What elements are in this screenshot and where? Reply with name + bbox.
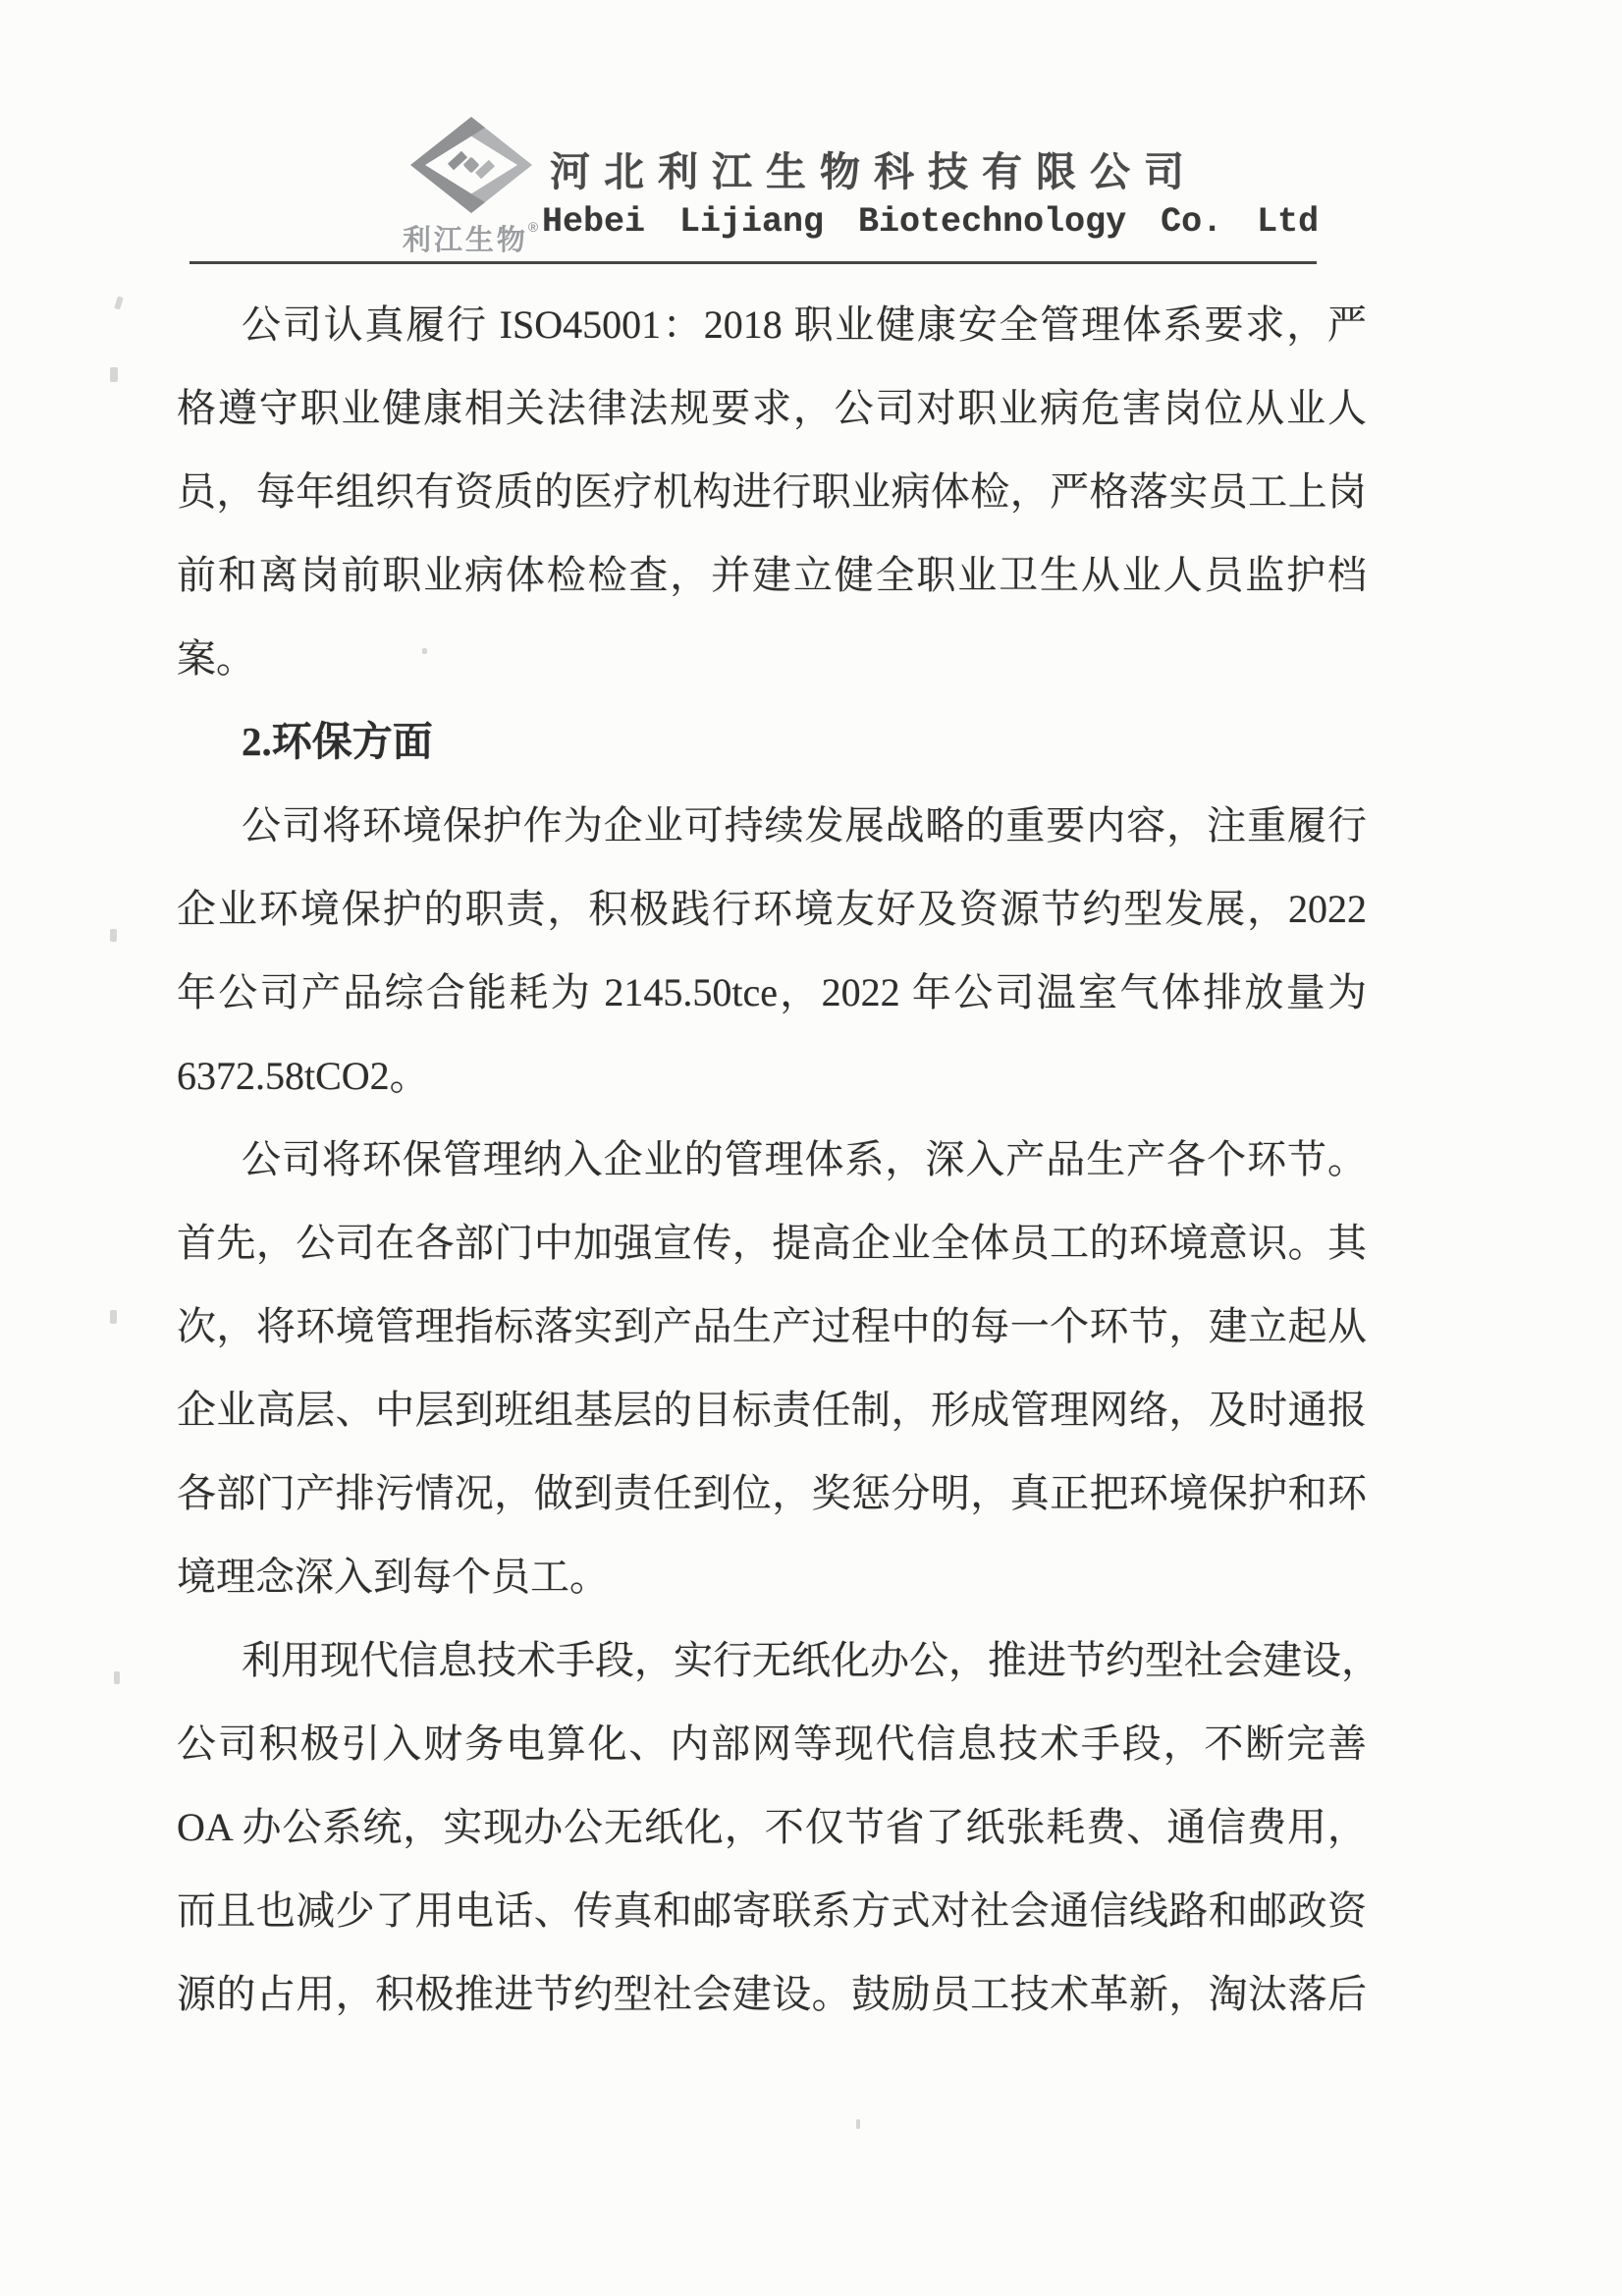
company-logo-icon [407,114,535,216]
company-name-zh: 河北利江生物科技有限公司 [550,149,1198,194]
paragraph-line: OA 办公系统，实现办公无纸化，不仅节省了纸张耗费、通信费用， [177,1805,1367,1849]
interlocked-diamond-logo-icon [407,114,535,216]
scan-artifact [856,2119,860,2129]
paragraph-line: 而且也减少了用电话、传真和邮寄联系方式对社会通信线路和邮政资 [177,1888,1367,1933]
paragraph-line: 年公司产品综合能耗为 2145.50tce，2022 年公司温室气体排放量为 [177,970,1367,1014]
paragraph-line: 前和离岗前职业病体检检查，并建立健全职业卫生从业人员监护档 [177,553,1367,597]
document-body [177,283,1380,2036]
scan-artifact [114,1671,120,1684]
paragraph-line: 公司将环境保护作为企业可持续发展战略的重要内容，注重履行 [242,803,1367,847]
company-name-en: Hebei Lijiang Biotechnology Co. Ltd [542,202,1320,242]
paragraph-line: 公司认真履行 ISO45001：2018 职业健康安全管理体系要求，严 [242,302,1367,347]
scan-artifact [110,1310,117,1324]
paragraph-line: 员，每年组织有资质的医疗机构进行职业病体检，严格落实员工上岗 [177,469,1367,514]
paragraph-line: 利用现代信息技术手段，实行无纸化办公，推进节约型社会建设， [242,1638,1380,1682]
scan-artifact [110,929,117,942]
paragraph-line: 公司将环保管理纳入企业的管理体系，深入产品生产各个环节。 [242,1137,1367,1181]
registered-trademark-symbol: ® [527,219,539,235]
paragraph-line: 企业环境保护的职责，积极践行环境友好及资源节约型发展，2022 [177,887,1367,931]
scan-artifact [110,367,118,382]
paragraph-line: 各部门产排污情况，做到责任到位，奖惩分明，真正把环境保护和环 [177,1471,1367,1515]
paragraph-line: 企业高层、中层到班组基层的目标责任制，形成管理网络，及时通报 [177,1388,1367,1432]
brand-name: 利江生物 [402,225,528,256]
paragraph-line: 案。 [177,636,255,681]
scan-artifact [422,648,427,654]
section-heading: 2.环保方面 [242,719,433,764]
scan-artifact [114,296,124,309]
logo-brand-text [397,218,544,258]
paragraph-line: 格遵守职业健康相关法律法规要求，公司对职业病危害岗位从业人 [177,386,1367,430]
header-divider [189,261,1317,264]
paragraph-line: 源的占用，积极推进节约型社会建设。鼓励员工技术革新，淘汰落后 [177,1972,1367,2016]
paragraph-line: 首先，公司在各部门中加强宣传，提高企业全体员工的环境意识。其 [177,1221,1367,1265]
paragraph-line: 境理念深入到每个员工。 [177,1555,609,1599]
paragraph-line: 次，将环境管理指标落实到产品生产过程中的每一个环节，建立起从 [177,1304,1367,1348]
paragraph-line: 公司积极引入财务电算化、内部网等现代信息技术手段，不断完善 [177,1722,1367,1766]
paragraph-line: 6372.58tCO2。 [177,1054,429,1098]
